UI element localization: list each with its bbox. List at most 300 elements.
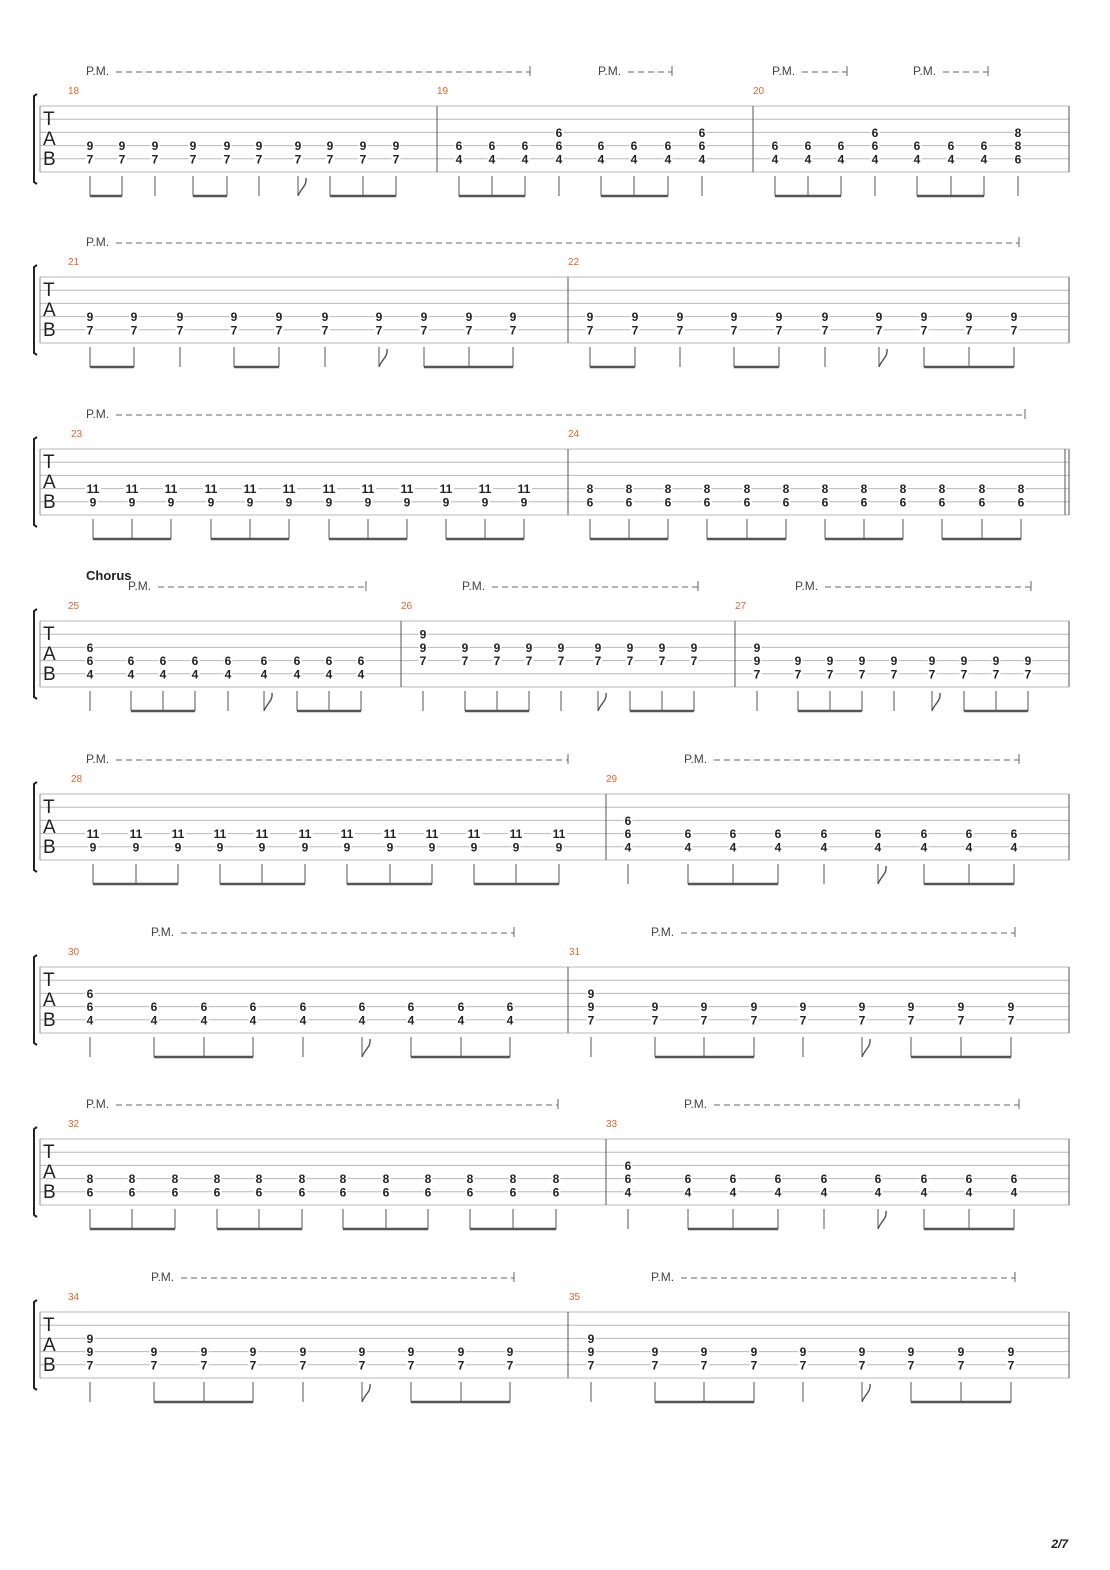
fret-number: 9 xyxy=(750,1000,758,1015)
fret-number: 9 xyxy=(457,1345,465,1360)
fret-number: 7 xyxy=(1007,1013,1015,1028)
fret-number: 6 xyxy=(980,139,988,154)
fret-number: 4 xyxy=(684,1185,692,1200)
fret-number: 4 xyxy=(664,152,672,167)
tab-clef-letter: A xyxy=(43,817,56,838)
fret-number: 9 xyxy=(223,139,231,154)
fret-number: 7 xyxy=(890,667,898,682)
fret-number: 6 xyxy=(509,1185,517,1200)
note-flag xyxy=(379,349,387,367)
tab-clef-letter: T xyxy=(43,624,55,645)
fret-number: 4 xyxy=(774,1185,782,1200)
note-flag xyxy=(932,693,940,711)
fret-number: 6 xyxy=(871,139,879,154)
fret-number: 9 xyxy=(1024,654,1032,669)
fret-number: 9 xyxy=(700,1000,708,1015)
fret-number: 4 xyxy=(150,1013,158,1028)
fret-number: 9 xyxy=(493,640,501,655)
bar-number: 23 xyxy=(71,429,83,440)
fret-number: 4 xyxy=(358,1013,366,1028)
bar-number: 19 xyxy=(437,86,449,97)
fret-number: 11 xyxy=(400,482,414,497)
fret-number: 7 xyxy=(631,323,639,338)
fret-number: 6 xyxy=(358,1000,366,1015)
fret-number: 9 xyxy=(821,310,829,325)
fret-number: 4 xyxy=(357,667,365,682)
fret-number: 4 xyxy=(200,1013,208,1028)
fret-number: 11 xyxy=(204,482,218,497)
fret-number: 7 xyxy=(294,152,302,167)
fret-number: 8 xyxy=(743,482,751,497)
fret-number: 7 xyxy=(957,1358,965,1373)
fret-number: 4 xyxy=(249,1013,257,1028)
fret-number: 6 xyxy=(127,654,135,669)
fret-number: 9 xyxy=(246,495,254,510)
fret-number: 4 xyxy=(457,1013,465,1028)
fret-number: 8 xyxy=(978,482,986,497)
system-bracket xyxy=(34,265,37,355)
fret-number: 4 xyxy=(630,152,638,167)
fret-number: 11 xyxy=(425,827,439,842)
fret-number: 9 xyxy=(255,139,263,154)
fret-number: 9 xyxy=(86,1331,94,1346)
bar-number: 27 xyxy=(735,601,747,612)
fret-number: 9 xyxy=(957,1345,965,1360)
fret-number: 11 xyxy=(322,482,336,497)
fret-number: 4 xyxy=(920,1185,928,1200)
fret-number: 7 xyxy=(86,152,94,167)
fret-number: 6 xyxy=(774,827,782,842)
fret-number: 7 xyxy=(587,1013,595,1028)
tab-clef-letter: T xyxy=(43,1315,55,1336)
page-number: 2/7 xyxy=(1051,1537,1068,1551)
fret-number: 6 xyxy=(339,1185,347,1200)
fret-number: 7 xyxy=(821,323,829,338)
note-flag xyxy=(362,1039,370,1057)
fret-number: 9 xyxy=(858,1345,866,1360)
fret-number: 7 xyxy=(775,323,783,338)
fret-number: 6 xyxy=(965,1172,973,1187)
palm-mute-label: P.M. xyxy=(684,752,708,766)
fret-number: 9 xyxy=(189,139,197,154)
fret-number: 6 xyxy=(466,1185,474,1200)
fret-number: 6 xyxy=(965,827,973,842)
fret-number: 6 xyxy=(506,1000,514,1015)
fret-number: 8 xyxy=(298,1172,306,1187)
fret-number: 6 xyxy=(821,495,829,510)
fret-number: 7 xyxy=(407,1358,415,1373)
fret-number: 11 xyxy=(282,482,296,497)
fret-number: 6 xyxy=(86,1185,94,1200)
fret-number: 9 xyxy=(1007,1000,1015,1015)
tab-clef-letter: B xyxy=(43,492,56,513)
fret-number: 4 xyxy=(407,1013,415,1028)
fret-number: 9 xyxy=(676,310,684,325)
fret-number: 6 xyxy=(874,1172,882,1187)
palm-mute-label: P.M. xyxy=(86,407,110,421)
fret-number: 9 xyxy=(557,640,565,655)
fret-number: 9 xyxy=(465,310,473,325)
fret-number: 8 xyxy=(466,1172,474,1187)
fret-number: 7 xyxy=(506,1358,514,1373)
system-bracket xyxy=(34,437,37,527)
fret-number: 6 xyxy=(624,1172,632,1187)
fret-number: 4 xyxy=(1010,1185,1018,1200)
fret-number: 9 xyxy=(470,840,478,855)
fret-number: 9 xyxy=(920,310,928,325)
fret-number: 7 xyxy=(1024,667,1032,682)
fret-number: 4 xyxy=(965,840,973,855)
fret-number: 9 xyxy=(118,139,126,154)
fret-number: 11 xyxy=(509,827,523,842)
fret-number: 9 xyxy=(799,1345,807,1360)
fret-number: 9 xyxy=(150,1345,158,1360)
fret-number: 7 xyxy=(858,1013,866,1028)
fret-number: 9 xyxy=(407,1345,415,1360)
fret-number: 9 xyxy=(86,310,94,325)
fret-number: 4 xyxy=(874,840,882,855)
fret-number: 8 xyxy=(1017,482,1025,497)
fret-number: 7 xyxy=(465,323,473,338)
fret-number: 9 xyxy=(651,1345,659,1360)
fret-number: 8 xyxy=(171,1172,179,1187)
fret-number: 4 xyxy=(874,1185,882,1200)
fret-number: 6 xyxy=(782,495,790,510)
fret-number: 6 xyxy=(128,1185,136,1200)
fret-number: 8 xyxy=(664,482,672,497)
note-flag xyxy=(878,1211,886,1229)
fret-number: 9 xyxy=(690,640,698,655)
fret-number: 6 xyxy=(899,495,907,510)
fret-number: 7 xyxy=(875,323,883,338)
fret-number: 9 xyxy=(794,654,802,669)
fret-number: 6 xyxy=(938,495,946,510)
fret-number: 6 xyxy=(820,1172,828,1187)
fret-number: 6 xyxy=(664,139,672,154)
fret-number: 4 xyxy=(506,1013,514,1028)
fret-number: 4 xyxy=(293,667,301,682)
fret-number: 6 xyxy=(1017,495,1025,510)
bar-number: 20 xyxy=(753,86,765,97)
fret-number: 11 xyxy=(164,482,178,497)
fret-number: 7 xyxy=(359,152,367,167)
fret-number: 7 xyxy=(957,1013,965,1028)
fret-number: 4 xyxy=(299,1013,307,1028)
fret-number: 4 xyxy=(684,840,692,855)
fret-number: 8 xyxy=(703,482,711,497)
fret-number: 6 xyxy=(86,1000,94,1015)
fret-number: 6 xyxy=(407,1000,415,1015)
fret-number: 7 xyxy=(799,1013,807,1028)
fret-number: 4 xyxy=(837,152,845,167)
tab-clef-letter: T xyxy=(43,280,55,301)
fret-number: 9 xyxy=(753,654,761,669)
fret-number: 4 xyxy=(920,840,928,855)
fret-number: 6 xyxy=(86,654,94,669)
fret-number: 7 xyxy=(928,667,936,682)
palm-mute-label: P.M. xyxy=(86,752,110,766)
fret-number: 6 xyxy=(1010,827,1018,842)
fret-number: 8 xyxy=(1014,139,1022,154)
fret-number: 6 xyxy=(597,139,605,154)
fret-number: 9 xyxy=(89,840,97,855)
fret-number: 11 xyxy=(517,482,531,497)
fret-number: 11 xyxy=(213,827,227,842)
fret-number: 6 xyxy=(920,827,928,842)
fret-number: 7 xyxy=(151,152,159,167)
fret-number: 8 xyxy=(382,1172,390,1187)
fret-number: 8 xyxy=(86,1172,94,1187)
fret-number: 6 xyxy=(255,1185,263,1200)
fret-number: 9 xyxy=(928,654,936,669)
fret-number: 9 xyxy=(587,1331,595,1346)
fret-number: 6 xyxy=(455,139,463,154)
fret-number: 9 xyxy=(207,495,215,510)
fret-number: 7 xyxy=(420,323,428,338)
tab-clef-letter: A xyxy=(43,644,56,665)
fret-number: 9 xyxy=(176,310,184,325)
fret-number: 4 xyxy=(774,840,782,855)
fret-number: 7 xyxy=(255,152,263,167)
fret-number: 7 xyxy=(658,654,666,669)
fret-number: 9 xyxy=(750,1345,758,1360)
fret-number: 6 xyxy=(871,125,879,140)
fret-number: 6 xyxy=(698,125,706,140)
fret-number: 4 xyxy=(980,152,988,167)
fret-number: 6 xyxy=(457,1000,465,1015)
fret-number: 9 xyxy=(275,310,283,325)
fret-number: 7 xyxy=(150,1358,158,1373)
fret-number: 9 xyxy=(358,1345,366,1360)
fret-number: 7 xyxy=(326,152,334,167)
fret-number: 9 xyxy=(481,495,489,510)
bar-number: 32 xyxy=(68,1119,80,1130)
fret-number: 4 xyxy=(86,667,94,682)
palm-mute-label: P.M. xyxy=(651,925,675,939)
note-flag xyxy=(298,178,306,196)
fret-number: 9 xyxy=(364,495,372,510)
fret-number: 6 xyxy=(191,654,199,669)
fret-number: 9 xyxy=(200,1345,208,1360)
note-flag xyxy=(598,693,606,711)
fret-number: 7 xyxy=(858,1358,866,1373)
bar-number: 34 xyxy=(68,1292,80,1303)
fret-number: 6 xyxy=(874,827,882,842)
bar-number: 18 xyxy=(68,86,80,97)
fret-number: 9 xyxy=(506,1345,514,1360)
fret-number: 11 xyxy=(298,827,312,842)
fret-number: 7 xyxy=(130,323,138,338)
bar-number: 22 xyxy=(568,257,580,268)
fret-number: 9 xyxy=(753,640,761,655)
fret-number: 9 xyxy=(858,1000,866,1015)
fret-number: 7 xyxy=(700,1358,708,1373)
fret-number: 4 xyxy=(127,667,135,682)
fret-number: 4 xyxy=(698,152,706,167)
fret-number: 7 xyxy=(826,667,834,682)
fret-number: 7 xyxy=(651,1358,659,1373)
note-flag xyxy=(362,1384,370,1402)
fret-number: 9 xyxy=(875,310,883,325)
fret-number: 8 xyxy=(625,482,633,497)
tab-clef-letter: T xyxy=(43,109,55,130)
fret-number: 4 xyxy=(521,152,529,167)
fret-number: 6 xyxy=(664,495,672,510)
fret-number: 9 xyxy=(512,840,520,855)
fret-number: 8 xyxy=(899,482,907,497)
fret-number: 9 xyxy=(858,654,866,669)
tab-clef-letter: B xyxy=(43,1355,56,1376)
fret-number: 4 xyxy=(597,152,605,167)
fret-number: 7 xyxy=(525,654,533,669)
fret-number: 6 xyxy=(213,1185,221,1200)
fret-number: 9 xyxy=(132,840,140,855)
fret-number: 9 xyxy=(89,495,97,510)
bar-number: 29 xyxy=(606,774,618,785)
fret-number: 6 xyxy=(624,813,632,828)
fret-number: 6 xyxy=(555,139,563,154)
fret-number: 9 xyxy=(907,1000,915,1015)
fret-number: 7 xyxy=(651,1013,659,1028)
system-bracket xyxy=(34,609,37,699)
note-flag xyxy=(879,349,887,367)
fret-number: 4 xyxy=(804,152,812,167)
fret-number: 6 xyxy=(630,139,638,154)
fret-number: 6 xyxy=(382,1185,390,1200)
fret-number: 9 xyxy=(299,1345,307,1360)
fret-number: 7 xyxy=(920,323,928,338)
fret-number: 7 xyxy=(799,1358,807,1373)
fret-number: 7 xyxy=(992,667,1000,682)
note-flag xyxy=(862,1039,870,1057)
note-flag xyxy=(862,1384,870,1402)
fret-number: 11 xyxy=(255,827,269,842)
fret-number: 8 xyxy=(821,482,829,497)
fret-number: 6 xyxy=(743,495,751,510)
fret-number: 6 xyxy=(86,640,94,655)
fret-number: 6 xyxy=(488,139,496,154)
fret-number: 7 xyxy=(299,1358,307,1373)
palm-mute-label: P.M. xyxy=(913,64,937,78)
fret-number: 9 xyxy=(216,840,224,855)
fret-number: 9 xyxy=(326,139,334,154)
fret-number: 8 xyxy=(1014,125,1022,140)
fret-number: 6 xyxy=(625,495,633,510)
fret-number: 6 xyxy=(1010,1172,1018,1187)
fret-number: 6 xyxy=(86,986,94,1001)
fret-number: 6 xyxy=(774,1172,782,1187)
fret-number: 6 xyxy=(978,495,986,510)
fret-number: 9 xyxy=(826,654,834,669)
fret-number: 9 xyxy=(419,640,427,655)
fret-number: 9 xyxy=(957,1000,965,1015)
fret-number: 9 xyxy=(419,627,427,642)
fret-number: 4 xyxy=(325,667,333,682)
fret-number: 9 xyxy=(86,139,94,154)
fret-number: 9 xyxy=(392,139,400,154)
fret-number: 4 xyxy=(771,152,779,167)
fret-number: 6 xyxy=(729,1172,737,1187)
fret-number: 7 xyxy=(1007,1358,1015,1373)
palm-mute-label: P.M. xyxy=(128,579,152,593)
fret-number: 6 xyxy=(224,654,232,669)
fret-number: 4 xyxy=(624,840,632,855)
fret-number: 6 xyxy=(171,1185,179,1200)
fret-number: 7 xyxy=(189,152,197,167)
palm-mute-label: P.M. xyxy=(684,1097,708,1111)
fret-number: 7 xyxy=(858,667,866,682)
bar-number: 26 xyxy=(401,601,413,612)
fret-number: 11 xyxy=(171,827,185,842)
fret-number: 9 xyxy=(587,1345,595,1360)
fret-number: 7 xyxy=(275,323,283,338)
system-bracket xyxy=(34,782,37,872)
fret-number: 6 xyxy=(325,654,333,669)
fret-number: 9 xyxy=(525,640,533,655)
fret-number: 4 xyxy=(729,1185,737,1200)
fret-number: 6 xyxy=(424,1185,432,1200)
fret-number: 4 xyxy=(455,152,463,167)
bar-number: 24 xyxy=(568,429,580,440)
fret-number: 7 xyxy=(509,323,517,338)
fret-number: 7 xyxy=(118,152,126,167)
fret-number: 4 xyxy=(488,152,496,167)
fret-number: 9 xyxy=(626,640,634,655)
fret-number: 7 xyxy=(730,323,738,338)
fret-number: 7 xyxy=(965,323,973,338)
fret-number: 9 xyxy=(325,495,333,510)
fret-number: 9 xyxy=(520,495,528,510)
fret-number: 7 xyxy=(557,654,565,669)
bar-number: 25 xyxy=(68,601,80,612)
palm-mute-label: P.M. xyxy=(86,64,110,78)
section-label: Chorus xyxy=(86,568,132,583)
fret-number: 6 xyxy=(150,1000,158,1015)
fret-number: 8 xyxy=(339,1172,347,1187)
fret-number: 9 xyxy=(151,139,159,154)
fret-number: 6 xyxy=(684,1172,692,1187)
system-bracket xyxy=(34,94,37,184)
fret-number: 7 xyxy=(86,1358,94,1373)
tab-clef-letter: B xyxy=(43,837,56,858)
fret-number: 6 xyxy=(920,1172,928,1187)
fret-number: 9 xyxy=(555,840,563,855)
fret-number: 9 xyxy=(992,654,1000,669)
fret-number: 6 xyxy=(552,1185,560,1200)
fret-number: 7 xyxy=(626,654,634,669)
fret-number: 6 xyxy=(299,1000,307,1015)
fret-number: 6 xyxy=(521,139,529,154)
fret-number: 7 xyxy=(794,667,802,682)
fret-number: 7 xyxy=(587,1358,595,1373)
fret-number: 9 xyxy=(249,1345,257,1360)
fret-number: 11 xyxy=(383,827,397,842)
fret-number: 7 xyxy=(230,323,238,338)
fret-number: 9 xyxy=(167,495,175,510)
fret-number: 7 xyxy=(457,1358,465,1373)
palm-mute-label: P.M. xyxy=(462,579,486,593)
note-flag xyxy=(264,693,272,711)
bar-number: 30 xyxy=(68,947,80,958)
fret-number: 9 xyxy=(343,840,351,855)
bar-number: 21 xyxy=(68,257,80,268)
fret-number: 9 xyxy=(294,139,302,154)
fret-number: 9 xyxy=(960,654,968,669)
fret-number: 7 xyxy=(690,654,698,669)
fret-number: 9 xyxy=(730,310,738,325)
tab-clef-letter: T xyxy=(43,970,55,991)
fret-number: 11 xyxy=(552,827,566,842)
